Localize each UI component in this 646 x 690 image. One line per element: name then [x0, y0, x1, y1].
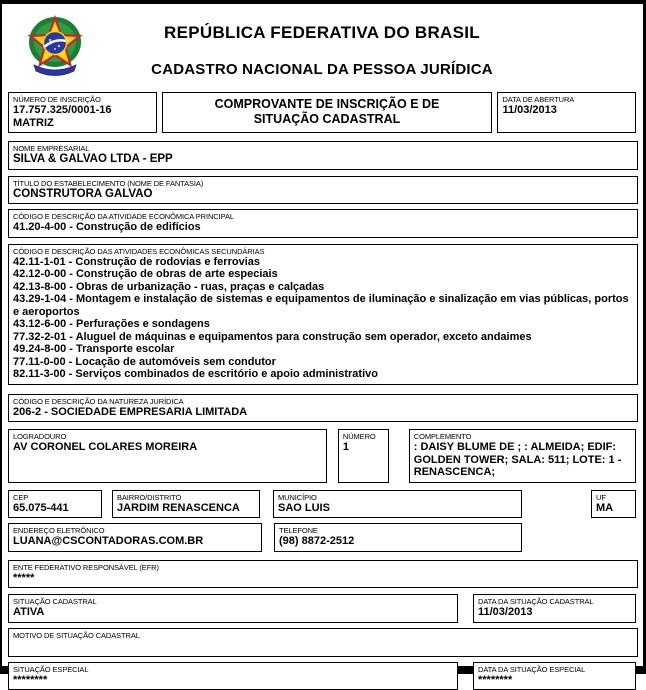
- secondary-activity-item: 42.11-1-01 - Construção de rodovias e ferrovias: [13, 256, 633, 269]
- field-label: CÓDIGO E DESCRIÇÃO DA ATIVIDADE ECONÔMICA PRINCIPAL: [13, 212, 633, 221]
- field-nome-empresarial: [8, 141, 638, 170]
- cnpj-title: CADASTRO NACIONAL DA PESSOA JURÍDICA: [8, 43, 636, 78]
- field-situacao-especial: [8, 662, 458, 690]
- state-value: MA: [596, 502, 631, 515]
- field-label: BAIRRO/DISTRITO: [117, 493, 255, 502]
- phone-value: (98) 8872-2512: [279, 535, 517, 548]
- district-value: JARDIM RENASCENCA: [117, 502, 255, 515]
- special-status-value: ********: [13, 674, 453, 687]
- company-name-value: SILVA & GALVAO LTDA - EPP: [13, 153, 633, 166]
- field-uf: [591, 490, 636, 519]
- city-value: SAO LUIS: [278, 502, 517, 515]
- field-label: TELEFONE: [279, 526, 517, 535]
- status-value: ATIVA: [13, 606, 453, 619]
- field-logradouro: [8, 429, 327, 483]
- main-activity-value: 41.20-4-00 - Construção de edifícios: [13, 221, 633, 234]
- field-label: UF: [596, 493, 631, 502]
- cep-row: [8, 490, 636, 519]
- inscription-number: 17.757.325/0001-16: [13, 104, 152, 117]
- field-label: CÓDIGO E DESCRIÇÃO DA NATUREZA JURÍDICA: [13, 397, 633, 406]
- field-label: MOTIVO DE SITUAÇÃO CADASTRAL: [13, 631, 633, 640]
- field-label: LOGRADOURO: [13, 432, 322, 441]
- street-value: AV CORONEL COLARES MOREIRA: [13, 441, 322, 454]
- opening-date-value: 11/03/2013: [502, 104, 631, 117]
- top-row: [8, 92, 636, 133]
- status-row: [8, 594, 636, 623]
- field-natureza-juridica: [8, 394, 638, 423]
- field-endereco-eletronico: [8, 523, 262, 552]
- document-title: COMPROVANTE DE INSCRIÇÃO E DE SITUAÇÃO CADASTRAL: [202, 97, 452, 127]
- cep-value: 65.075-441: [13, 502, 97, 515]
- field-label: ENDEREÇO ELETRÔNICO: [13, 526, 257, 535]
- field-data-situacao-cadastral: [473, 594, 636, 623]
- special-status-date-value: ********: [478, 674, 631, 687]
- field-telefone: [274, 523, 522, 552]
- field-label: COMPLEMENTO: [414, 432, 631, 441]
- field-municipio: [273, 490, 522, 519]
- email-value: LUANA@CSCONTADORAS.COM.BR: [13, 535, 257, 548]
- field-nome-fantasia: [8, 176, 638, 205]
- field-label: CEP: [13, 493, 97, 502]
- republic-title: REPÚBLICA FEDERATIVA DO BRASIL: [8, 10, 636, 43]
- field-label: DATA DE ABERTURA: [502, 95, 631, 104]
- field-cep: [8, 490, 102, 519]
- number-value: 1: [343, 441, 384, 454]
- secondary-activity-item: 42.12-0-00 - Construção de obras de arte especiais: [13, 268, 633, 281]
- special-status-row: [8, 662, 636, 690]
- secondary-activity-item: 82.11-3-00 - Serviços combinados de escritório e apoio administrativo: [13, 368, 633, 381]
- field-label: MUNICÍPIO: [278, 493, 517, 502]
- field-label: CÓDIGO E DESCRIÇÃO DAS ATIVIDADES ECONÔMICAS SECUNDÁRIAS: [13, 247, 633, 256]
- field-label: DATA DA SITUAÇÃO ESPECIAL: [478, 665, 631, 674]
- field-complemento: [409, 429, 636, 483]
- status-reason-value: [13, 640, 633, 652]
- field-atividade-principal: [8, 209, 638, 238]
- secondary-activity-item: 77.32-2-01 - Aluguel de máquinas e equipamentos para construção sem operador, exceto andaimes: [13, 331, 633, 344]
- status-date-value: 11/03/2013: [478, 606, 631, 619]
- field-atividades-secundarias: [8, 244, 638, 385]
- field-label: NOME EMPRESARIAL: [13, 144, 633, 153]
- efr-value: *****: [13, 572, 633, 585]
- brazil-coat-of-arms-icon: [22, 14, 88, 83]
- field-label: TÍTULO DO ESTABELECIMENTO (NOME DE FANTASIA): [13, 179, 633, 188]
- trade-name-value: CONSTRUTORA GALVAO: [13, 188, 633, 201]
- field-label: NÚMERO DE INSCRIÇÃO: [13, 95, 152, 104]
- secondary-activity-item: 43.12-6-00 - Perfurações e sondagens: [13, 318, 633, 331]
- field-label: NÚMERO: [343, 432, 384, 441]
- field-label: SITUAÇÃO ESPECIAL: [13, 665, 453, 674]
- field-numero-inscricao: [8, 92, 157, 133]
- unit-type: MATRIZ: [13, 117, 152, 130]
- field-numero: [338, 429, 389, 483]
- field-motivo-situacao: [8, 628, 638, 657]
- document-title-box: [162, 92, 493, 133]
- field-situacao-cadastral: [8, 594, 458, 623]
- secondary-activity-item: 42.13-8-00 - Obras de urbanização - ruas, praças e calçadas: [13, 281, 633, 294]
- contact-row: [8, 523, 636, 552]
- secondary-activity-item: 49.24-8-00 - Transporte escolar: [13, 343, 633, 356]
- field-label: DATA DA SITUAÇÃO CADASTRAL: [478, 597, 631, 606]
- secondary-activity-item: 77.11-0-00 - Locação de automóveis sem condutor: [13, 356, 633, 369]
- field-label: SITUAÇÃO CADASTRAL: [13, 597, 453, 606]
- field-efr: [8, 560, 638, 589]
- secondary-activity-item: 43.29-1-04 - Montagem e instalação de sistemas e equipamentos de iluminação e sinalização em vias públicas, portos e aeroportos: [13, 293, 633, 318]
- field-data-abertura: [497, 92, 636, 133]
- document-header: [8, 10, 636, 86]
- legal-nature-value: 206-2 - SOCIEDADE EMPRESARIA LIMITADA: [13, 406, 633, 419]
- address-row: [8, 429, 636, 483]
- field-data-situacao-especial: [473, 662, 636, 690]
- field-label: ENTE FEDERATIVO RESPONSÁVEL (EFR): [13, 563, 633, 572]
- complement-value: : DAISY BLUME DE ; : ALMEIDA; EDIF: GOLDEN TOWER; SALA: 511; LOTE: 1 - RENASCENCA;: [414, 441, 631, 479]
- field-bairro: [112, 490, 260, 519]
